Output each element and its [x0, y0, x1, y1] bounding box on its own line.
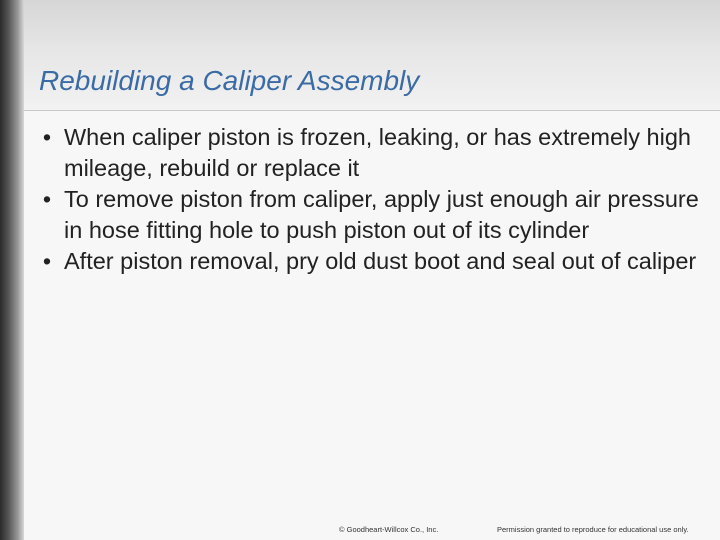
bullet-dot-icon: •: [42, 124, 52, 150]
footer-permission: Permission granted to reproduce for educational use only.: [497, 525, 689, 534]
bullet-dot-icon: •: [42, 186, 52, 212]
bullet-item: [30, 246, 700, 277]
left-decorative-bar: [0, 0, 24, 540]
header-divider: [24, 110, 720, 111]
bullet-list: [30, 122, 700, 277]
bullet-text: To remove piston from caliper, apply just enough air pressure in hose fitting hole to push piston out of its cylinder: [64, 186, 699, 243]
bullet-dot-icon: •: [42, 248, 52, 274]
bullet-text: After piston removal, pry old dust boot and seal out of caliper: [64, 248, 697, 274]
bullet-text: When caliper piston is frozen, leaking, or has extremely high mileage, rebuild or replace it: [64, 124, 691, 181]
bullet-item: [30, 122, 700, 184]
slide-title: Rebuilding a Caliper Assembly: [39, 65, 420, 96]
footer-copyright: © Goodheart-Willcox Co., Inc.: [339, 525, 439, 534]
bullet-item: [30, 184, 700, 246]
